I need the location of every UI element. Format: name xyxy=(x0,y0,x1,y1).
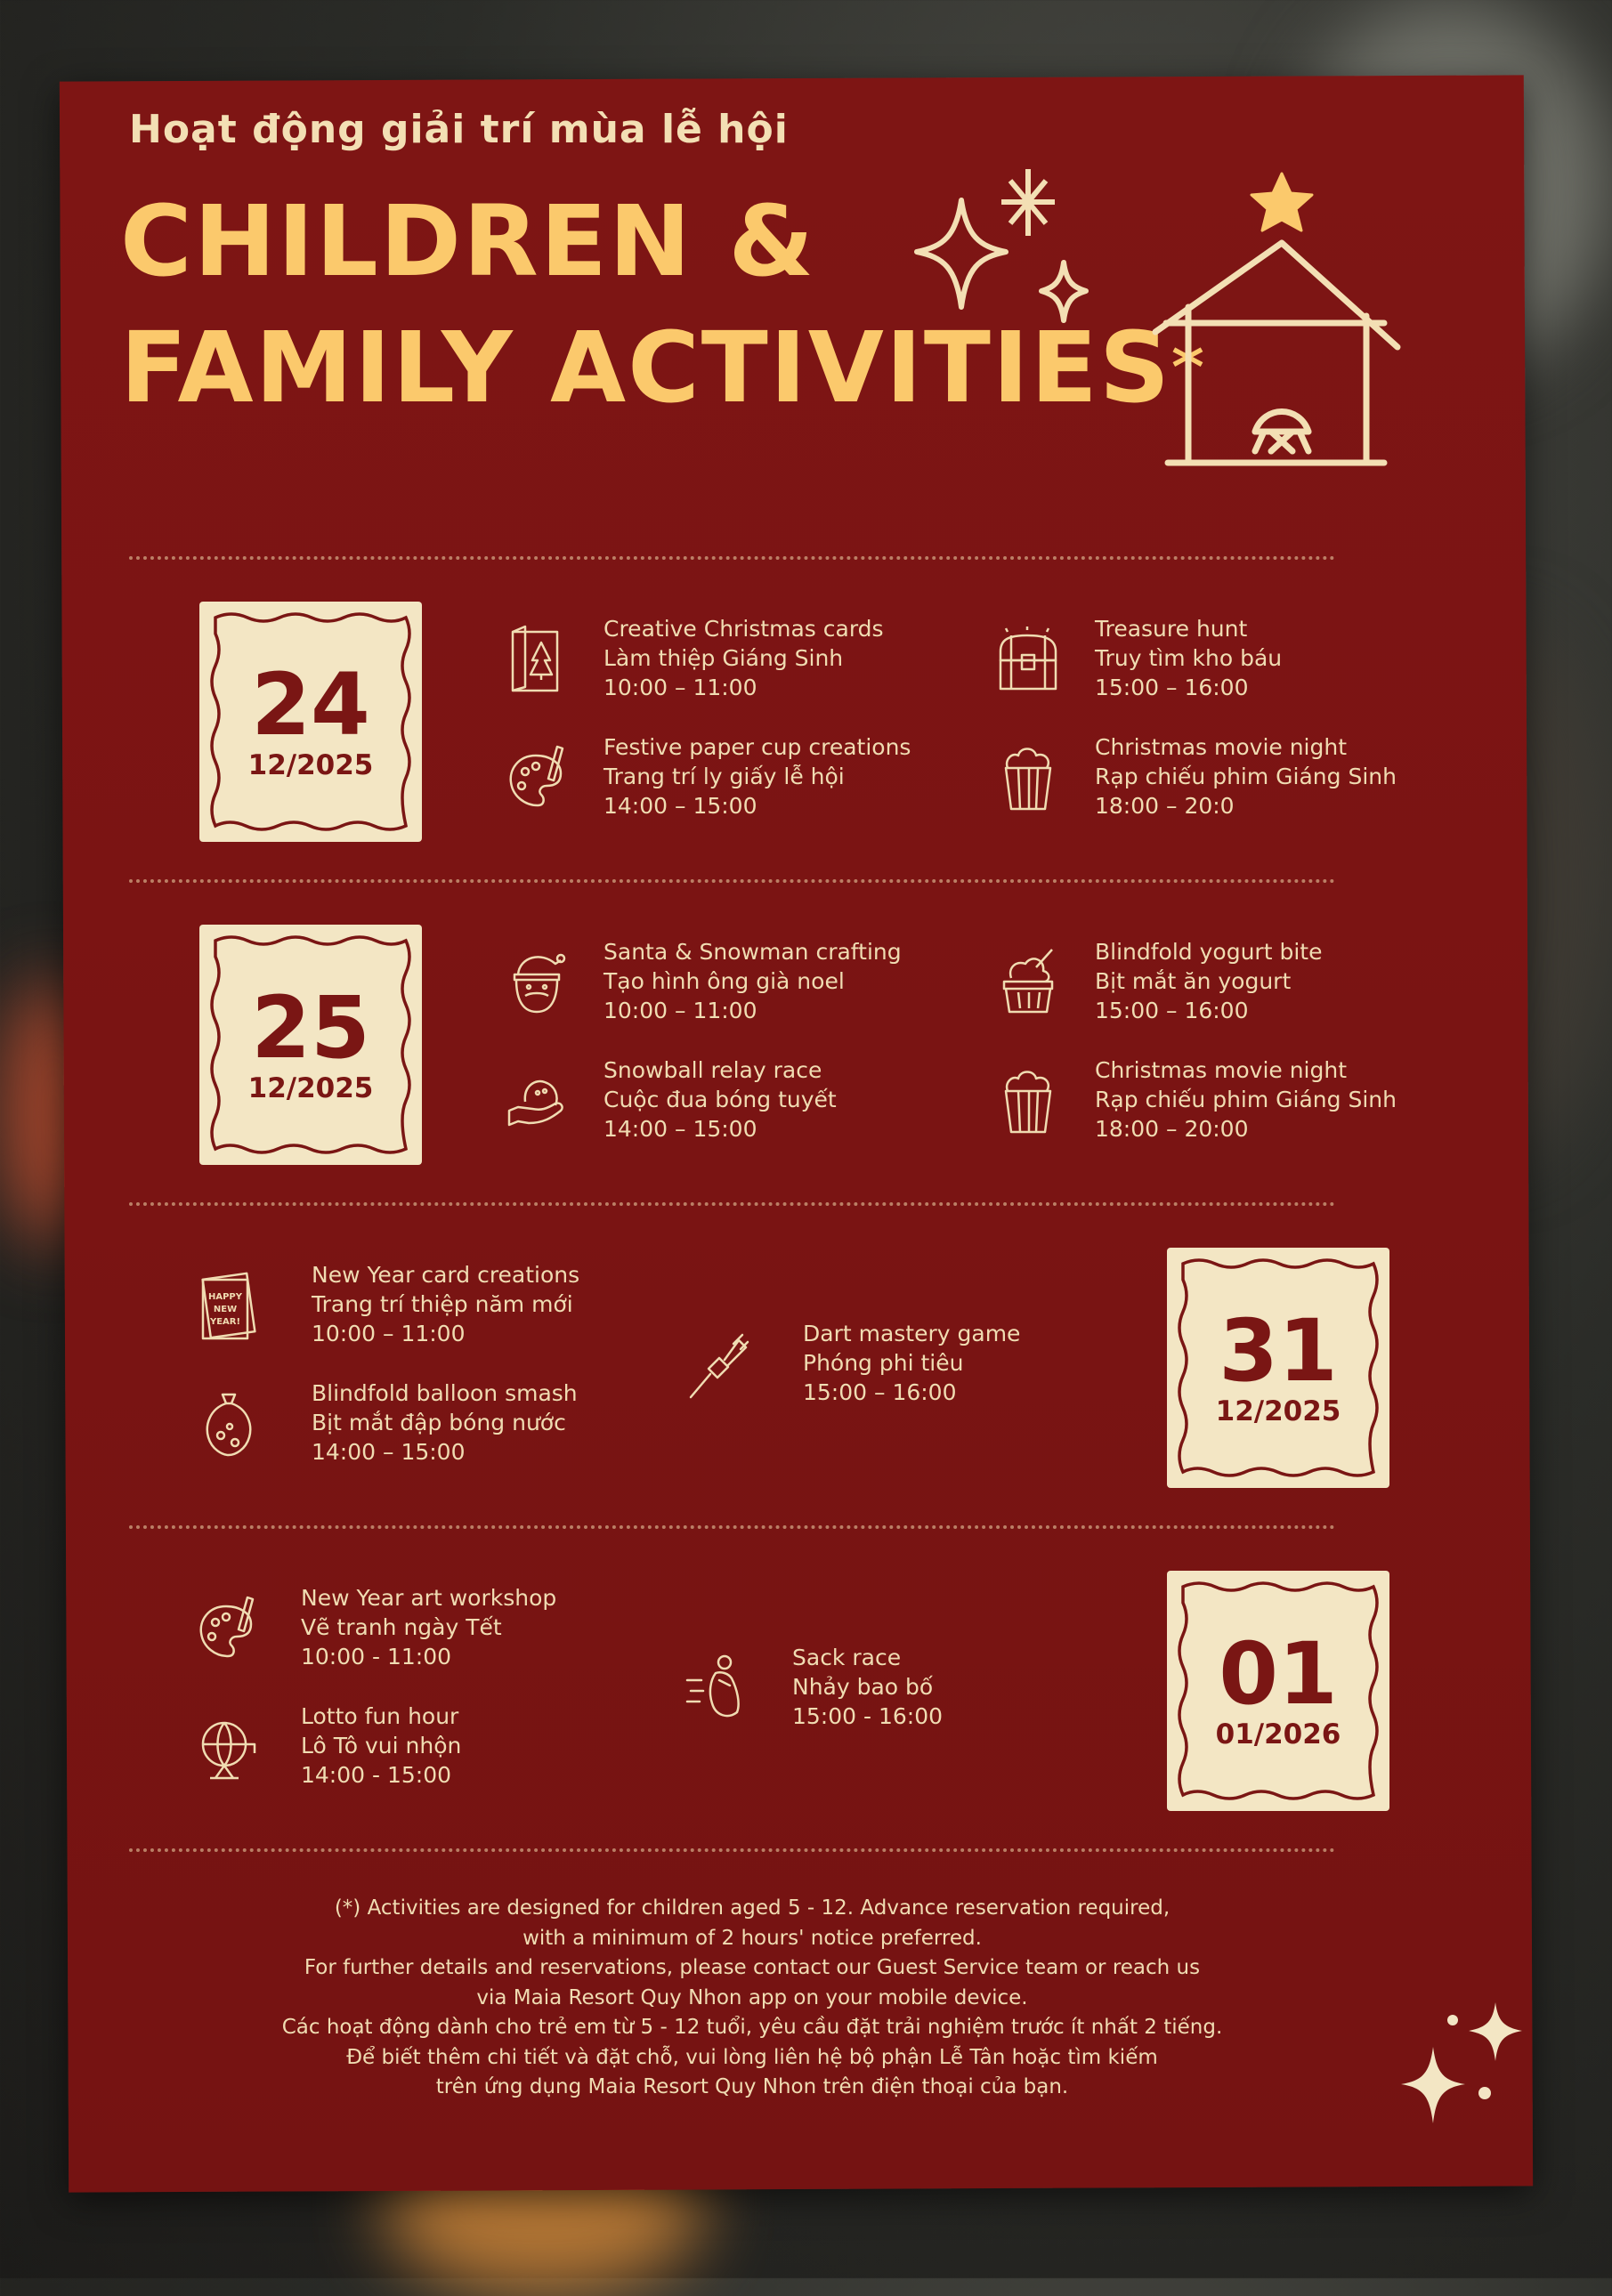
activity-title-vi: Rạp chiếu phim Giáng Sinh xyxy=(1095,764,1397,789)
activity-time: 14:00 – 15:00 xyxy=(603,1116,757,1142)
lotto-cage-icon xyxy=(196,1712,258,1783)
christmas-card-icon xyxy=(506,625,568,696)
divider xyxy=(129,879,1335,883)
footer-line: via Maia Resort Quy Nhon app on your mobile device. xyxy=(476,1985,1028,2009)
activity-title-en: Treasure hunt xyxy=(1095,616,1248,642)
activity-title-vi: Bịt mắt ăn yogurt xyxy=(1095,968,1292,994)
activity-title-vi: Bịt mắt đập bóng nước xyxy=(312,1410,566,1435)
snowball-hand-icon xyxy=(506,1066,568,1137)
title-line-1: CHILDREN & xyxy=(120,184,816,298)
stamp-date: 12/2025 xyxy=(247,1072,374,1104)
activity-title-en: New Year card creations xyxy=(312,1262,580,1288)
activity-time: 15:00 – 16:00 xyxy=(1095,998,1249,1023)
activity-time: 15:00 – 16:00 xyxy=(803,1379,957,1405)
activity-title-en: Lotto fun hour xyxy=(301,1703,459,1729)
activity-title-vi: Phóng phi tiêu xyxy=(803,1350,964,1376)
date-stamp-25 xyxy=(196,921,425,1168)
stamp-day: 31 xyxy=(1219,1301,1338,1401)
card-text-3: YEAR! xyxy=(209,1317,241,1327)
footer-line: trên ứng dụng Maia Resort Quy Nhon trên điện thoại của bạn. xyxy=(435,2075,1069,2098)
activity-title-vi: Nhảy bao bố xyxy=(792,1674,934,1700)
footer-line: Các hoạt động dành cho trẻ em từ 5 - 12 tuổi, yêu cầu đặt trải nghiệm trước ít nhất 2 tiếng. xyxy=(281,2016,1223,2039)
activity-time: 10:00 - 11:00 xyxy=(301,1644,452,1669)
activity-title-vi: Rạp chiếu phim Giáng Sinh xyxy=(1095,1087,1397,1112)
card-text-1: HAPPY xyxy=(207,1292,243,1302)
activity-title-en: Sack race xyxy=(792,1645,902,1670)
paint-palette-icon xyxy=(506,743,568,814)
card-text-2: NEW xyxy=(213,1305,238,1314)
activity-title-en: Christmas movie night xyxy=(1095,1057,1348,1083)
activity-title-en: Creative Christmas cards xyxy=(603,616,884,642)
date-stamp-24 xyxy=(196,598,425,845)
activity-title-vi: Cuộc đua bóng tuyết xyxy=(603,1087,837,1112)
activity-time: 14:00 - 15:00 xyxy=(301,1762,452,1788)
poster-subtitle: Hoạt động giải trí mùa lễ hội xyxy=(129,107,789,152)
activity-time: 18:00 – 20:00 xyxy=(1095,1116,1249,1142)
paint-palette-icon xyxy=(196,1594,258,1665)
footer-notes xyxy=(178,1894,1326,2103)
sparkles-corner-icon xyxy=(1397,1993,1540,2136)
activity-title-vi: Tạo hình ông già noel xyxy=(603,968,845,994)
footer-line: For further details and reservations, please contact our Guest Service team or reach us xyxy=(304,1956,1201,1979)
sparkles-icon xyxy=(908,165,1113,334)
nativity-stable-icon xyxy=(1148,165,1406,476)
activity-time: 18:00 – 20:0 xyxy=(1095,793,1235,819)
stamp-day: 24 xyxy=(251,655,370,755)
title-line-2: FAMILY ACTIVITIES xyxy=(120,311,1172,424)
stamp-date: 12/2025 xyxy=(1215,1395,1341,1427)
popcorn-icon xyxy=(997,1066,1059,1137)
activity-title-vi: Vẽ tranh ngày Tết xyxy=(301,1614,502,1640)
title-asterisk: * xyxy=(1171,331,1206,404)
water-balloon-icon xyxy=(198,1389,260,1460)
activity-title-en: New Year art workshop xyxy=(301,1585,557,1611)
popcorn-icon xyxy=(997,743,1059,814)
activity-title-vi: Truy tìm kho báu xyxy=(1095,645,1283,671)
stamp-date: 01/2026 xyxy=(1215,1718,1341,1750)
dart-icon xyxy=(687,1330,749,1401)
footer-line: Để biết thêm chi tiết và đặt chỗ, vui lòng liên hệ bộ phận Lễ Tân hoặc tìm kiếm xyxy=(346,2045,1158,2069)
activity-title-en: Christmas movie night xyxy=(1095,734,1348,760)
sack-race-icon xyxy=(684,1653,746,1725)
activity-title-vi: Trang trí ly giấy lễ hội xyxy=(603,764,845,789)
activity-time: 10:00 – 11:00 xyxy=(603,675,757,700)
divider xyxy=(129,556,1335,560)
activity-time: 10:00 – 11:00 xyxy=(312,1321,466,1346)
activity-time: 10:00 – 11:00 xyxy=(603,998,757,1023)
footer-line: with a minimum of 2 hours' notice preferred. xyxy=(522,1926,982,1950)
activity-title-vi: Trang trí thiệp năm mới xyxy=(312,1291,573,1317)
activity-time: 14:00 – 15:00 xyxy=(603,793,757,819)
activity-title-en: Blindfold yogurt bite xyxy=(1095,939,1323,965)
stamp-date: 12/2025 xyxy=(247,749,374,781)
divider xyxy=(129,1848,1335,1852)
activity-title-en: Festive paper cup creations xyxy=(603,734,911,760)
activity-title-en: Blindfold balloon smash xyxy=(312,1380,578,1406)
activity-title-en: Santa & Snowman crafting xyxy=(603,939,902,965)
stamp-day: 01 xyxy=(1219,1624,1338,1724)
activity-time: 14:00 – 15:00 xyxy=(312,1439,466,1465)
new-year-card-icon xyxy=(198,1271,260,1342)
divider xyxy=(129,1525,1335,1529)
activity-title-vi: Làm thiệp Giáng Sinh xyxy=(603,645,844,671)
yogurt-cup-icon xyxy=(997,948,1059,1019)
divider xyxy=(129,1202,1335,1206)
activity-title-en: Dart mastery game xyxy=(803,1321,1021,1346)
activity-time: 15:00 - 16:00 xyxy=(792,1703,944,1729)
activity-title-vi: Lô Tô vui nhộn xyxy=(301,1733,462,1758)
activity-title-en: Snowball relay race xyxy=(603,1057,822,1083)
activity-time: 15:00 – 16:00 xyxy=(1095,675,1249,700)
footer-line: (*) Activities are designed for children aged 5 - 12. Advance reservation required, xyxy=(334,1896,1171,1920)
santa-icon xyxy=(506,948,568,1019)
stamp-day: 25 xyxy=(251,978,370,1078)
treasure-chest-icon xyxy=(997,625,1059,696)
